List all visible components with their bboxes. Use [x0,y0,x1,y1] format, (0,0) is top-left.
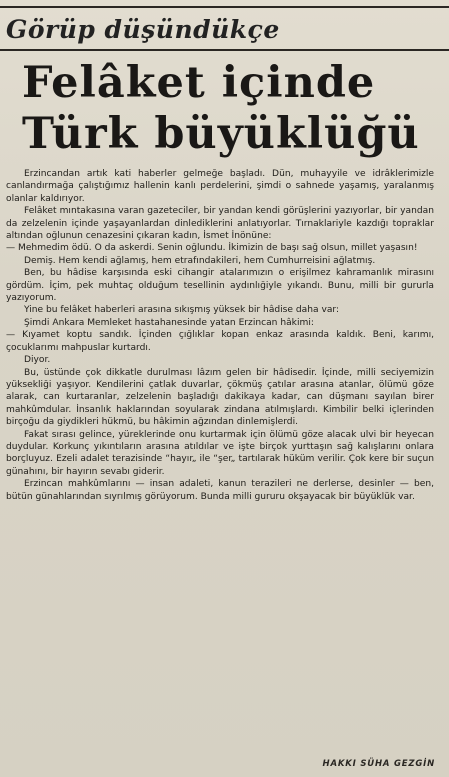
column-kicker: Görüp düşündükçe [6,15,280,44]
headline [22,58,427,160]
article-body [6,168,434,503]
paragraph: Felâket mıntakasına varan gazeteciler, bir yandan kendi görüşlerini yazıyorlar, bir yandan da zelzelenin içinde yaşayanlardan dinlediklerini anlatıyorlar. Tırnaklariyle kazdığı topraklar altından oğlunun cenazesini çıkaran kadın, İsmet İnönüne: [6,206,434,242]
paragraph: Fakat sırası gelince, yüreklerinde onu kurtarmak için ölümü göze alacak ulvi bir heyecan duydular. Korkunç yıkıntıların arasına atıldılar ve işte birçok yurttaşın sağ kalışlarını onlara borçluyuz. Ezeli adalet terazisinde “hayır„ ile “şer„ tartılarak hüküm verilir. Çok kere bir suçun günahını, bir hayırın sevabı giderir. [6,429,434,477]
paragraph: Bu, üstünde çok dikkatle durulması lâzım gelen bir hâdisedir. İçinde, milli seciyemizin yüksekliği yaşıyor. Kendilerini çatlak duvarlar, çökmüş çatılar arasına atanlar, ölümü göze alarak, can kurtaranlar, zelzelenin başladığı dakikaya kadar, can düşmanı sayılan birer mahkûmdular. İnsanlık haklarından soyularak zindana atılmışlardı. Kimbilir belki içlerinden birçoğu da giydikleri hükmü, bu hâkimin ağzından dinlemişlerdi. [6,367,434,428]
kicker-rule [0,49,449,51]
top-rule [0,6,449,8]
paragraph: Erzincandan artık kati haberler gelmeğe başladı. Dün, muhayyile ve idrâklerimizle canlandırmağa çalıştığımız hallenin kanlı perdelerini, şimdi o sahnede yaşamış, yaralanmış olanlar kaldırıyor. [6,169,434,204]
author-byline: HAKKI SÜHA GEZGİN [322,759,435,769]
quote-paragraph: — Mehmedim ödü. O da askerdi. Senin oğlundu. İkimizin de başı sağ olsun, millet yaşasın! [6,243,418,254]
paragraph: Şimdi Ankara Memleket hastahanesinde yatan Erzincan hâkimi: [24,317,314,328]
paragraph: Erzincan mahkûmlarını — insan adaleti, kanun terazileri ne derlerse, desinler — ben, bütün günahlarından sıyrılmış görüyorum. Bunda milli gururu okşayacak bir büyüklük var. [6,479,434,502]
paragraph: Diyor. [24,355,51,366]
quote-paragraph: — Kıyamet koptu sandık. İçinden çığlıklar kopan enkaz arasında kaldık. Beni, karımı, çocuklarımı mahpuslar kurtardı. [6,330,434,353]
paragraph: Demiş. Hem kendi ağlamış, hem etrafındakileri, hem Cumhurreisini ağlatmış. [24,255,376,266]
paragraph: Yine bu felâket haberleri arasına sıkışmış yüksek bir hâdise daha var: [24,305,340,316]
paragraph: Ben, bu hâdise karşısında eski cihangir atalarımızın o erişilmez kahramanlık mirasını gördüm. İçim, pek muhtaç olduğum tesellinin aydınlığiyle yıkandı. Bunu, milli bir gururla yazıyorum. [6,268,434,304]
headline-line-2: Türk büyüklüğü [22,109,420,159]
headline-line-1: Felâket içinde [22,58,376,108]
